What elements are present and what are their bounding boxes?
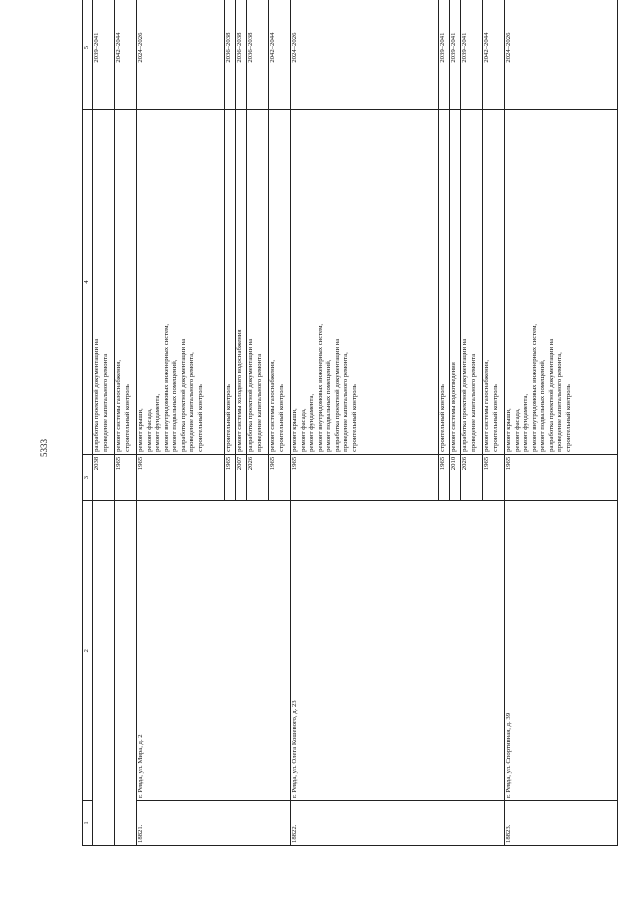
work-line: проведение капитального ремонта, — [556, 352, 564, 452]
header-cell-4: 4 — [83, 110, 93, 455]
period-cell: 2039–2041 — [461, 0, 483, 110]
work-line: ремонт крыши, — [291, 408, 298, 452]
work-line: разработка проектной документации на — [179, 338, 187, 452]
work-line: ремонт системы водоотведения — [450, 362, 457, 452]
period-cell: 2024–2026 — [505, 0, 618, 110]
row-number-cell: 18821. — [137, 800, 291, 845]
work-cell — [269, 110, 291, 455]
work-line: проведение капитального ремонта, — [188, 352, 196, 452]
year-cell: 2007 — [236, 454, 247, 501]
year-cell: 2026 — [461, 454, 483, 501]
work-line: ремонт подвальных помещений, — [171, 359, 179, 452]
work-cell — [483, 110, 505, 455]
row-number-cell: 18823. — [505, 800, 618, 845]
year-cell: 2010 — [450, 454, 461, 501]
repair-schedule-table — [82, 0, 618, 846]
work-line: разработка проектной документации на — [93, 338, 100, 452]
work-line: ремонт крыши, — [505, 408, 512, 452]
table-row — [137, 0, 225, 846]
table-row — [505, 0, 618, 846]
year-cell: 1965 — [483, 454, 505, 501]
work-line: ремонт системы газоснабжения, — [483, 359, 490, 452]
period-cell: 2039–2041 — [439, 0, 450, 110]
work-line: ремонт внутридомовых инженерных систем, — [316, 323, 324, 452]
work-line: строительный контроль — [439, 384, 446, 452]
merged-empty-cell — [115, 501, 137, 846]
work-line: ремонт крыши, — [137, 408, 144, 452]
work-line: ремонт фасада, — [513, 408, 521, 452]
period-cell: 2024–2026 — [291, 0, 439, 110]
table-row — [93, 0, 115, 846]
period-cell: 2039–2041 — [450, 0, 461, 110]
table-row — [291, 0, 439, 846]
work-line: разработка проектной документации на — [547, 338, 555, 452]
period-cell: 2024–2026 — [137, 0, 225, 110]
work-line: ремонт фундамента, — [308, 393, 316, 452]
work-cell — [137, 110, 225, 455]
work-line: ремонт фасада, — [299, 408, 307, 452]
work-line: строительный контроль — [123, 384, 131, 452]
work-line: строительный контроль — [565, 384, 573, 452]
header-row — [83, 0, 93, 846]
work-cell — [115, 110, 137, 455]
address-cell: г. Ревда, ул. Мира, д. 2 — [137, 501, 291, 801]
work-line: строительный контроль — [351, 384, 359, 452]
work-line: проведение капитального ремонта — [255, 353, 263, 452]
year-cell: 2038 — [93, 454, 115, 501]
period-cell: 2039–2041 — [93, 0, 115, 110]
table-row — [115, 0, 137, 846]
work-line: строительный контроль — [225, 384, 232, 452]
period-cell: 2036–2038 — [225, 0, 236, 110]
work-line: ремонт системы холодного водоснабжения — [236, 329, 243, 452]
work-cell — [505, 110, 618, 455]
work-line: строительный контроль — [277, 384, 285, 452]
work-line: ремонт фундамента, — [522, 393, 530, 452]
row-number-cell: 18822. — [291, 800, 505, 845]
period-cell: 2036–2038 — [236, 0, 247, 110]
work-line: проведение капитального ремонта — [469, 353, 477, 452]
work-line: ремонт внутридомовых инженерных систем, — [530, 323, 538, 452]
work-cell — [450, 110, 461, 455]
work-line: ремонт фасада, — [145, 408, 153, 452]
year-cell: 1965 — [225, 454, 236, 501]
year-cell: 1965 — [137, 454, 225, 501]
work-line: разработка проектной документации на — [333, 338, 341, 452]
period-cell: 2042–2044 — [115, 0, 137, 110]
work-cell — [439, 110, 450, 455]
period-cell: 2036–2038 — [247, 0, 269, 110]
year-cell: 1965 — [115, 454, 137, 501]
header-cell-5: 5 — [83, 0, 93, 110]
work-line: ремонт системы газоснабжения, — [115, 359, 122, 452]
year-cell: 2026 — [247, 454, 269, 501]
year-cell: 1965 — [505, 454, 618, 501]
merged-empty-cell — [93, 501, 115, 846]
work-cell — [461, 110, 483, 455]
work-line: ремонт системы газоснабжения, — [269, 359, 276, 452]
work-line: ремонт подвальных помещений, — [539, 359, 547, 452]
work-line: разработка проектной документации на — [247, 338, 254, 452]
work-cell — [225, 110, 236, 455]
work-line: ремонт подвальных помещений, — [325, 359, 333, 452]
work-line: проведение капитального ремонта, — [342, 352, 350, 452]
work-line: строительный контроль — [197, 384, 205, 452]
period-cell: 2042–2044 — [483, 0, 505, 110]
work-line: ремонт фундамента, — [154, 393, 162, 452]
year-cell: 1965 — [291, 454, 439, 501]
work-line: разработка проектной документации на — [461, 338, 468, 452]
work-cell — [291, 110, 439, 455]
work-line: ремонт внутридомовых инженерных систем, — [162, 323, 170, 452]
work-cell — [93, 110, 115, 455]
address-cell: г. Ревда, ул. Олега Кошевого, д. 23 — [291, 501, 505, 801]
header-cell-1: 1 — [83, 800, 93, 845]
year-cell: 1965 — [269, 454, 291, 501]
header-cell-2: 2 — [83, 501, 93, 801]
rotated-table-wrapper — [82, 0, 618, 846]
work-line: строительный контроль — [491, 384, 499, 452]
work-line: проведение капитального ремонта — [101, 353, 109, 452]
page-number: 5333 — [39, 439, 49, 457]
work-cell — [247, 110, 269, 455]
work-cell — [236, 110, 247, 455]
period-cell: 2042–2044 — [269, 0, 291, 110]
header-cell-3: 3 — [83, 454, 93, 501]
year-cell: 1965 — [439, 454, 450, 501]
address-cell: г. Ревда, ул. Спортивная, д. 39 — [505, 501, 618, 801]
